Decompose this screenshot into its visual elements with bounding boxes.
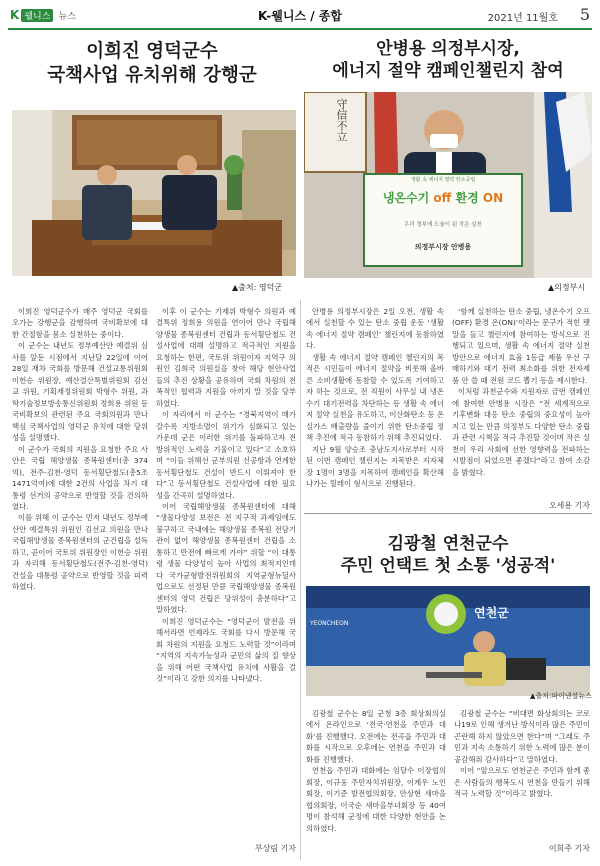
paragraph: ‘함께 실천하는 탄소 중립, 냉온수기 오프(OFF) 환경 온(ON)’이라는 문구가 적힌 팻말을 들고 챌린지에 참여하는 방식으로 진행되고 있으며, 생활 속 에너지 절약 실천 방안으로 에너지 효율 1등급 제품 우선 구매하기와 대기 전력 최소화를 위한 전자제품 안 쓸 때 전원 코드 뽑기 등을 제시한다. — [452, 307, 590, 385]
paragraph: 지난 9월 양승조 충남도지사로부터 시작된 이번 캠페인 챌린지는 지목받은 지자체장 1명이 3명을 지목하여 캠페인을 확산해 나가는 릴레이 형식으로 진행된다. — [306, 444, 444, 489]
paragraph: 이어 “앞으로도 연천군은 주민과 함께 좋은 사람들의 행복도시 연천을 만들기 위해 적극 노력할 것”이라고 밝혔다. — [454, 766, 590, 799]
article3-photo-credit: ▲출처:파이낸셜뉴스 — [530, 692, 592, 700]
paragraph: 이를 위해 이 군수는 먼저 내년도 정부예산안 예결특위 위원인 김선교 의원을 만나 국립해양생물 종복원센터의 군건립을 설득하고, 곧이어 국토위 위원장인 이헌승 위원과 자리해 동서횡단철도(전주-김천-영덕) 건설을 대통령 공약으로 반영할 것을 피력하였다. — [12, 513, 148, 592]
calligraphy-scroll: 守信不立 — [335, 98, 348, 142]
article1-headline — [8, 40, 296, 88]
column-divider — [300, 300, 301, 860]
paragraph: 연천읍 주민과 대화에는 임달수 이장협의회장, 이규웅 주민자치위원장, 이계우 노인회장, 이기준 발전협의회장, 안상현 새마을협의회장, 이국순 새마을부녀회장 등 40여명이 참석해 군정에 대한 다양한 현안을 논의하였다. — [306, 766, 446, 833]
article3-title-line1: 김광철 연천군수 — [387, 534, 509, 554]
paragraph: 이후 이 군수는 기재위 박형수 의원과 예결특위 정희용 의원을 연이어 만나 국립해양생물 종복원센터 건립과 동서횡단철도 건설사업에 대해 설명하고 적극적인 지원을 요청하는 한편, 국토위 위원이자 지역구 의원인 김희국 의원실을 찾아 해당 현안사업들의 추진 상황을 공유하며 국회 차원의 전폭적인 협력과 지원을 아끼지 말 것을 당부하였다. — [156, 307, 296, 408]
paragraph: 이어 국립해양생물 종복원센터에 대해 “생물다양성 보전은 전 지구적 과제임에도 불구하고 국내에는 해양생물 종복원 전담기관이 없어 해양생물 종복원센터 건립을 소통하고 만전에 빠르게 가야” 위할 “이 대통령 생물 다양성이 높아 사업의 최적지인데다 국가균형발전위원회의 지역균형뉴딜사업으로도 선정된 만큼 국립해양생물 종복원센터의 영덕 건립은 당위성이 충분하다”고 말하였다. — [156, 501, 296, 615]
article1-title-line1: 이희진 영덕군수 — [86, 41, 218, 62]
paragraph: 이희진 영덕군수는 “영덕군이 발전을 위해서라면 언제라도 국회를 다시 방문해 국회 차원의 지원을 요청드 노력할 것”이라며 “지역의 지속가능성과 군민의 삶의 질 향상을 위해 어떤 국책사업 유치에 사활을 걸 것”이라고 강한 의지를 나타냈다. — [156, 616, 296, 683]
challenge-sign — [364, 174, 522, 266]
sign-mayor-name: 의정부시장 안병용 — [414, 243, 472, 251]
article2-photo-credit: ▲의정부시 — [548, 283, 586, 292]
article2-byline: 오세용 기자 — [548, 501, 590, 510]
logo-section: 뉴스 — [58, 11, 76, 22]
article3-photo — [306, 586, 590, 696]
paragraph: 김광철 군수는 “비대면 화상회의는 코로나19로 인해 생겨난 방식이라 많은 주민이 곤란해 하지 않았으면 한다”며 “그래도 주민과 지속 소통하기 위한 노력에 많은 분이 공감해줘 감사하다”고 말하였다. — [454, 709, 590, 764]
screen-sub-text: YEONCHEON — [310, 620, 349, 627]
screen-logo-text: 연천군 — [474, 606, 509, 620]
article3-headline — [304, 533, 592, 577]
paragraph: 이 군수가 국회의 지원을 요청한 주요 사안은 국립 해양생물 종복원센터(총 374억), 전주-김천-영덕 동서횡단철도(총5조1471억여)에 대한 2건의 사업을 차기 대통령 선거의 공약으로 반영할 것을 건의하였다. — [12, 444, 148, 511]
paragraph: 김광철 군수는 8일 군청 3층 회상회의실에서 온라인으로 ‘전국·연천을 주민과 대화’를 진행했다. 오전에는 전곡읍 주민과 대화를 시작으로 오후에는 연천읍 주민과 대화를 진행했다. — [306, 709, 446, 764]
page-number: 5 — [579, 5, 590, 24]
article3-title-line2: 주민 언택트 첫 소통 '성공적' — [340, 556, 556, 577]
page-header — [8, 6, 592, 30]
article2-headline — [304, 38, 592, 82]
paragraph: 이처럼 과천군수와 지원자로 금번 캠페인에 참여한 안병용 시장은 “전 세계적으로 기후변화 대응 탄소 중립의 중요성이 높아지고 있는 만큼 의정부도 다양한 탄소 중립과 관련 시책을 적극 추진할 것이며 작은 실천이 우리 사회에 선한 영향력을 전파하는 시발점이 되었으면 좋겠다”라고 참여 소감을 밝혔다. — [452, 387, 590, 477]
issue-date: 2021년 11월호 — [487, 13, 558, 24]
article1-column1 — [12, 306, 148, 593]
sign-slogan: 냉온수기 off 환경 ON — [382, 191, 504, 205]
article2-column2 — [452, 306, 590, 478]
sign-top-text: 생활 속 에너지 절약 탄소중립 — [410, 177, 476, 183]
logo-word: 웰니스 — [21, 9, 53, 22]
logo-mark: K — [10, 8, 20, 22]
article3-byline: 이희주 기자 — [548, 844, 590, 853]
article2-photo — [304, 92, 592, 278]
office-meeting-illustration — [12, 110, 296, 276]
section-title: K-웰니스 / 종합 — [258, 9, 342, 23]
article2-title-line2: 에너지 절약 캠페인챌린지 참여 — [332, 61, 564, 82]
paragraph: 이 군수는 내년도 정부예산안 예결위 심사를 앞둔 시점에서 지난달 22일에 이어 28일 재차 국회를 방문해 건설교통위원회 이헌승 위원장, 예산결산특별위원회 김선교 위원, 기획재정위원회 박형수 위원, 과학기술정보방송통신위원회 정희용 위원 등 국비확보의 관련된 주요 국회의원과 만나 핵심 국책사업의 영덕군 유치에 대한 당위성을 설명했다. — [12, 341, 148, 443]
article1-byline: 부상림 기자 — [254, 844, 296, 853]
article1-column2 — [156, 306, 296, 684]
article3-column1 — [306, 708, 446, 834]
video-conference-illustration — [306, 586, 590, 696]
paragraph: 이희진 영덕군수가 매주 영덕군 국회를 오가는 강행군을 감행하며 국비확보에 대한 간절함을 몸소 실천하는 중이다. — [12, 307, 148, 339]
paragraph: 생활 속 에너지 절약 캠페인 챌린지의 목적은 시민들이 에너지 절약을 비롯해 올바른 소비생활에 동참할 수 있도록 기여하고자 하는 것으로, 전 직원이 사무실 내 냉온수기 대기전력을 차단하는 등 생활 속 에너지 절약 실천을 유도하고, 이산화탄소 등 온실가스 배출량을 줄이기 위한 탄소중립 정책 추진에 적극 동참하기 위해 추진되었다. — [306, 352, 444, 443]
article2-column1 — [306, 306, 444, 490]
article3-column2 — [454, 708, 590, 800]
paragraph: 안병용 의정부시장은 2일 오전, 생활 속에서 실천할 수 있는 탄소 중립 운동 ‘생활 속 에너지 절약 캠페인’ 챌린지에 동참하였다. — [306, 307, 444, 351]
paragraph: 이 자리에서 이 군수는 “경북지역이 매가 갈수록 지방소멸이 위기가 심화되고 있는 가운데 군은 이러한 위기를 돌파하고자 전방위적인 노력을 기울이고 있다”고 소호하며 “이들 위해선 군부의원 신공항과 연계한 동서횡단철도 건설이 반드시 이뤄져야 한다”고 동서횡단철도 건설사업에 대한 필요성을 간곡히 설명하였다. — [156, 410, 296, 500]
sign-bottom-text: 우리 정부에 도움이 된 작은 실천 — [404, 222, 482, 228]
article2-title-line1: 안병용 의정부시장, — [376, 39, 520, 59]
article1-title-line2: 국책사업 유치위해 강행군 — [47, 65, 257, 87]
article1-photo-credit: ▲출처: 영덕군 — [232, 283, 283, 292]
article1-photo — [12, 110, 296, 276]
article-separator — [304, 513, 592, 514]
